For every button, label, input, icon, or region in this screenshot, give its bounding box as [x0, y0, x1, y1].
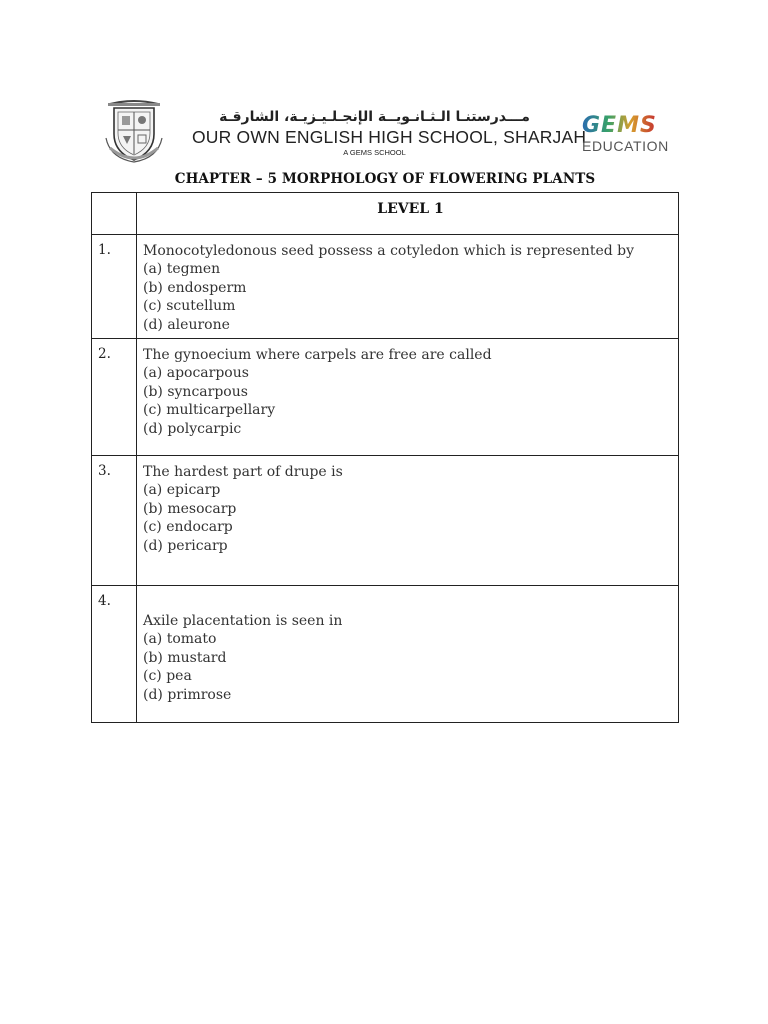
question-body: [137, 456, 679, 586]
school-tagline: A GEMS SCHOOL: [343, 148, 406, 157]
school-name-block: [192, 108, 587, 158]
table-header-row: [92, 193, 679, 235]
level-heading: LEVEL 1: [137, 193, 679, 235]
option-d: (d) polycarpic: [143, 420, 242, 437]
option-a: (a) epicarp: [143, 482, 221, 499]
question-table: [91, 192, 679, 723]
question-number: 2.: [92, 339, 137, 456]
question-number: 3.: [92, 456, 137, 586]
school-crest-logo: [104, 98, 164, 164]
option-c: (c) endocarp: [143, 519, 233, 536]
option-b: (b) syncarpous: [143, 383, 248, 400]
question-row-4: [92, 586, 679, 723]
header-number-cell: [92, 193, 137, 235]
question-body: [137, 339, 679, 456]
question-text: Monocotyledonous seed possess a cotyledon which is represented by: [143, 243, 635, 259]
chapter-title: CHAPTER – 5 MORPHOLOGY OF FLOWERING PLANTS: [174, 171, 596, 187]
option-d: (d) pericarp: [143, 537, 228, 554]
option-d: (d) aleurone: [143, 316, 230, 333]
question-number: 1.: [92, 235, 137, 339]
question-number: 4.: [92, 586, 137, 723]
option-a: (a) tomato: [143, 631, 217, 648]
option-c: (c) multicarpellary: [143, 402, 276, 419]
question-spacer: [143, 593, 678, 612]
gems-education-text: EDUCATION: [582, 138, 669, 154]
question-text: The gynoecium where carpels are free are called: [143, 347, 492, 363]
gems-logo-wordmark: GEMS: [582, 113, 657, 138]
school-name-arabic: مـــدرستنـا الـثـانـويــة الإنجـلـيـزيـة، الشارقـة: [219, 109, 530, 125]
question-row-2: [92, 339, 679, 456]
school-name-english: OUR OWN ENGLISH HIGH SCHOOL, SHARJAH: [192, 127, 587, 147]
question-body: [137, 235, 679, 339]
option-b: (b) mesocarp: [143, 500, 237, 517]
question-row-3: [92, 456, 679, 586]
option-d: (d) primrose: [143, 686, 232, 703]
option-a: (a) tegmen: [143, 261, 221, 278]
option-c: (c) scutellum: [143, 298, 236, 315]
question-text: Axile placentation is seen in: [143, 613, 343, 629]
school-header: [100, 96, 690, 168]
question-text: The hardest part of drupe is: [143, 464, 343, 480]
option-b: (b) mustard: [143, 649, 227, 666]
option-a: (a) apocarpous: [143, 365, 249, 382]
option-c: (c) pea: [143, 668, 192, 685]
question-body: [137, 586, 679, 723]
question-row-1: [92, 235, 679, 339]
option-b: (b) endosperm: [143, 279, 247, 296]
